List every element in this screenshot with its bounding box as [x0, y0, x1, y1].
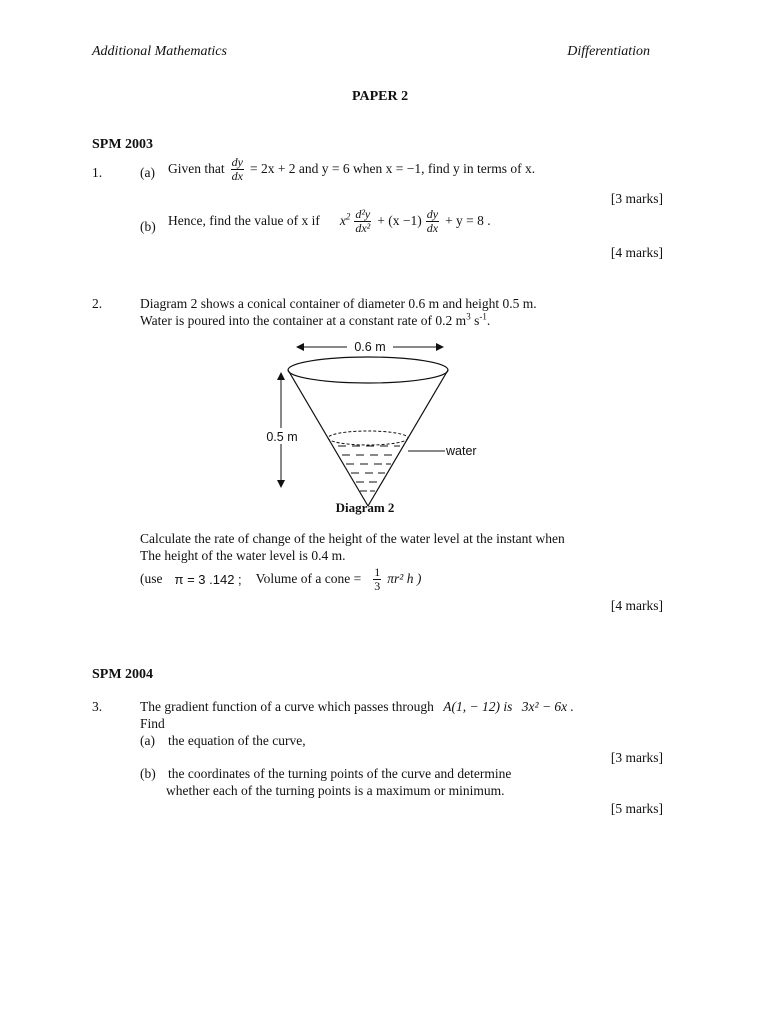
q1a-text-after: = 2x + 2 and y = 6 when x = −1, find y in terms of x. [249, 161, 536, 177]
q3-point: A(1, − 12) is [443, 699, 513, 714]
water-surface [328, 431, 408, 445]
q1b-d2-den: dx² [355, 220, 371, 235]
q1b-d1-den: dx [426, 220, 439, 235]
cone-rim [288, 357, 448, 383]
q2-use-before: (use [140, 571, 163, 587]
q3a-text: the equation of the curve, [168, 733, 306, 748]
q2-use-pi: π = 3 .142 ; [174, 571, 242, 587]
header-subject: Additional Mathematics [92, 44, 227, 59]
q1b-marks: [4 marks] [610, 245, 663, 260]
paper-title: PAPER 2 [352, 89, 409, 104]
height-arrowhead-top [277, 372, 285, 380]
section-title-2003: SPM 2003 [92, 137, 154, 152]
q1b-end: + y = 8 . [445, 213, 491, 229]
q1b-second-derivative [354, 208, 371, 234]
width-label: 0.6 m [354, 340, 386, 354]
q1a-derivative [231, 156, 244, 182]
diagram-caption: Diagram 2 [335, 500, 395, 515]
q2-frac-num: 1 [374, 565, 381, 579]
q2-number: 2. [92, 296, 103, 311]
section-title-2004: SPM 2004 [92, 667, 154, 682]
q2-line2-mid: s [470, 313, 480, 328]
q1b-d2-num: d²y [355, 207, 371, 221]
q1b-text: Hence, find the value of x if [168, 213, 320, 229]
q2-use-line [140, 566, 421, 592]
q1-number: 1. [92, 165, 103, 180]
q1b-statement [168, 208, 491, 234]
width-arrowhead-right [436, 343, 444, 351]
height-arrowhead-bottom [277, 480, 285, 488]
q3b-label: (b) [140, 766, 156, 781]
header-topic: Differentiation [567, 44, 650, 59]
q1a-label: (a) [140, 165, 155, 180]
q1b-x2 [340, 213, 351, 229]
q1a-deriv-num: dy [231, 155, 243, 169]
q2-line4: The height of the water level is 0.4 m. [140, 548, 346, 563]
cone-diagram [250, 334, 490, 524]
q1a-statement [168, 156, 535, 182]
q1a-marks: [3 marks] [610, 191, 663, 206]
width-arrowhead-left [296, 343, 304, 351]
q2-use-vol: Volume of a cone = [255, 571, 362, 587]
q1b-d1-num: dy [426, 207, 439, 221]
q2-line2-before: Water is poured into the container at a constant rate of 0.2 m [140, 313, 467, 328]
q1b-first-derivative [426, 208, 439, 234]
q3a-marks: [3 marks] [610, 750, 663, 765]
q3a-label: (a) [140, 733, 155, 748]
q3-line1-before: The gradient function of a curve which passes through [140, 699, 434, 714]
q2-line2-exp2: -1 [479, 311, 487, 322]
q2-line2-end: . [486, 313, 491, 328]
q2-one-third [373, 566, 381, 592]
q3b-marks: [5 marks] [610, 801, 663, 816]
q2-use-formula: πr² h ) [387, 571, 422, 587]
q3-find: Find [140, 716, 165, 731]
q1a-deriv-den: dx [231, 168, 243, 183]
q2-marks: [4 marks] [610, 598, 663, 613]
q3-line1 [140, 699, 574, 715]
q1b-label: (b) [140, 219, 156, 234]
q2-frac-den: 3 [374, 578, 381, 593]
q1a-text-before: Given that [168, 161, 225, 177]
q2-line2-exp1: 3 [466, 311, 471, 322]
water-label: water [446, 444, 477, 458]
q1b-x-exp: 2 [345, 211, 351, 222]
q3-function: 3x² − 6x . [521, 699, 574, 714]
q2-line2 [140, 313, 490, 329]
q3b-text1: the coordinates of the turning points of the curve and determine [168, 766, 512, 781]
q3b-text2: whether each of the turning points is a maximum or minimum. [166, 783, 505, 798]
q3-number: 3. [92, 699, 103, 714]
q2-line3: Calculate the rate of change of the height of the water level at the instant when [140, 531, 565, 546]
q1b-x: x [339, 213, 346, 229]
q2-line1: Diagram 2 shows a conical container of diameter 0.6 m and height 0.5 m. [140, 296, 537, 311]
height-label: 0.5 m [266, 430, 298, 444]
q1b-mid: + (x −1) [377, 213, 422, 229]
